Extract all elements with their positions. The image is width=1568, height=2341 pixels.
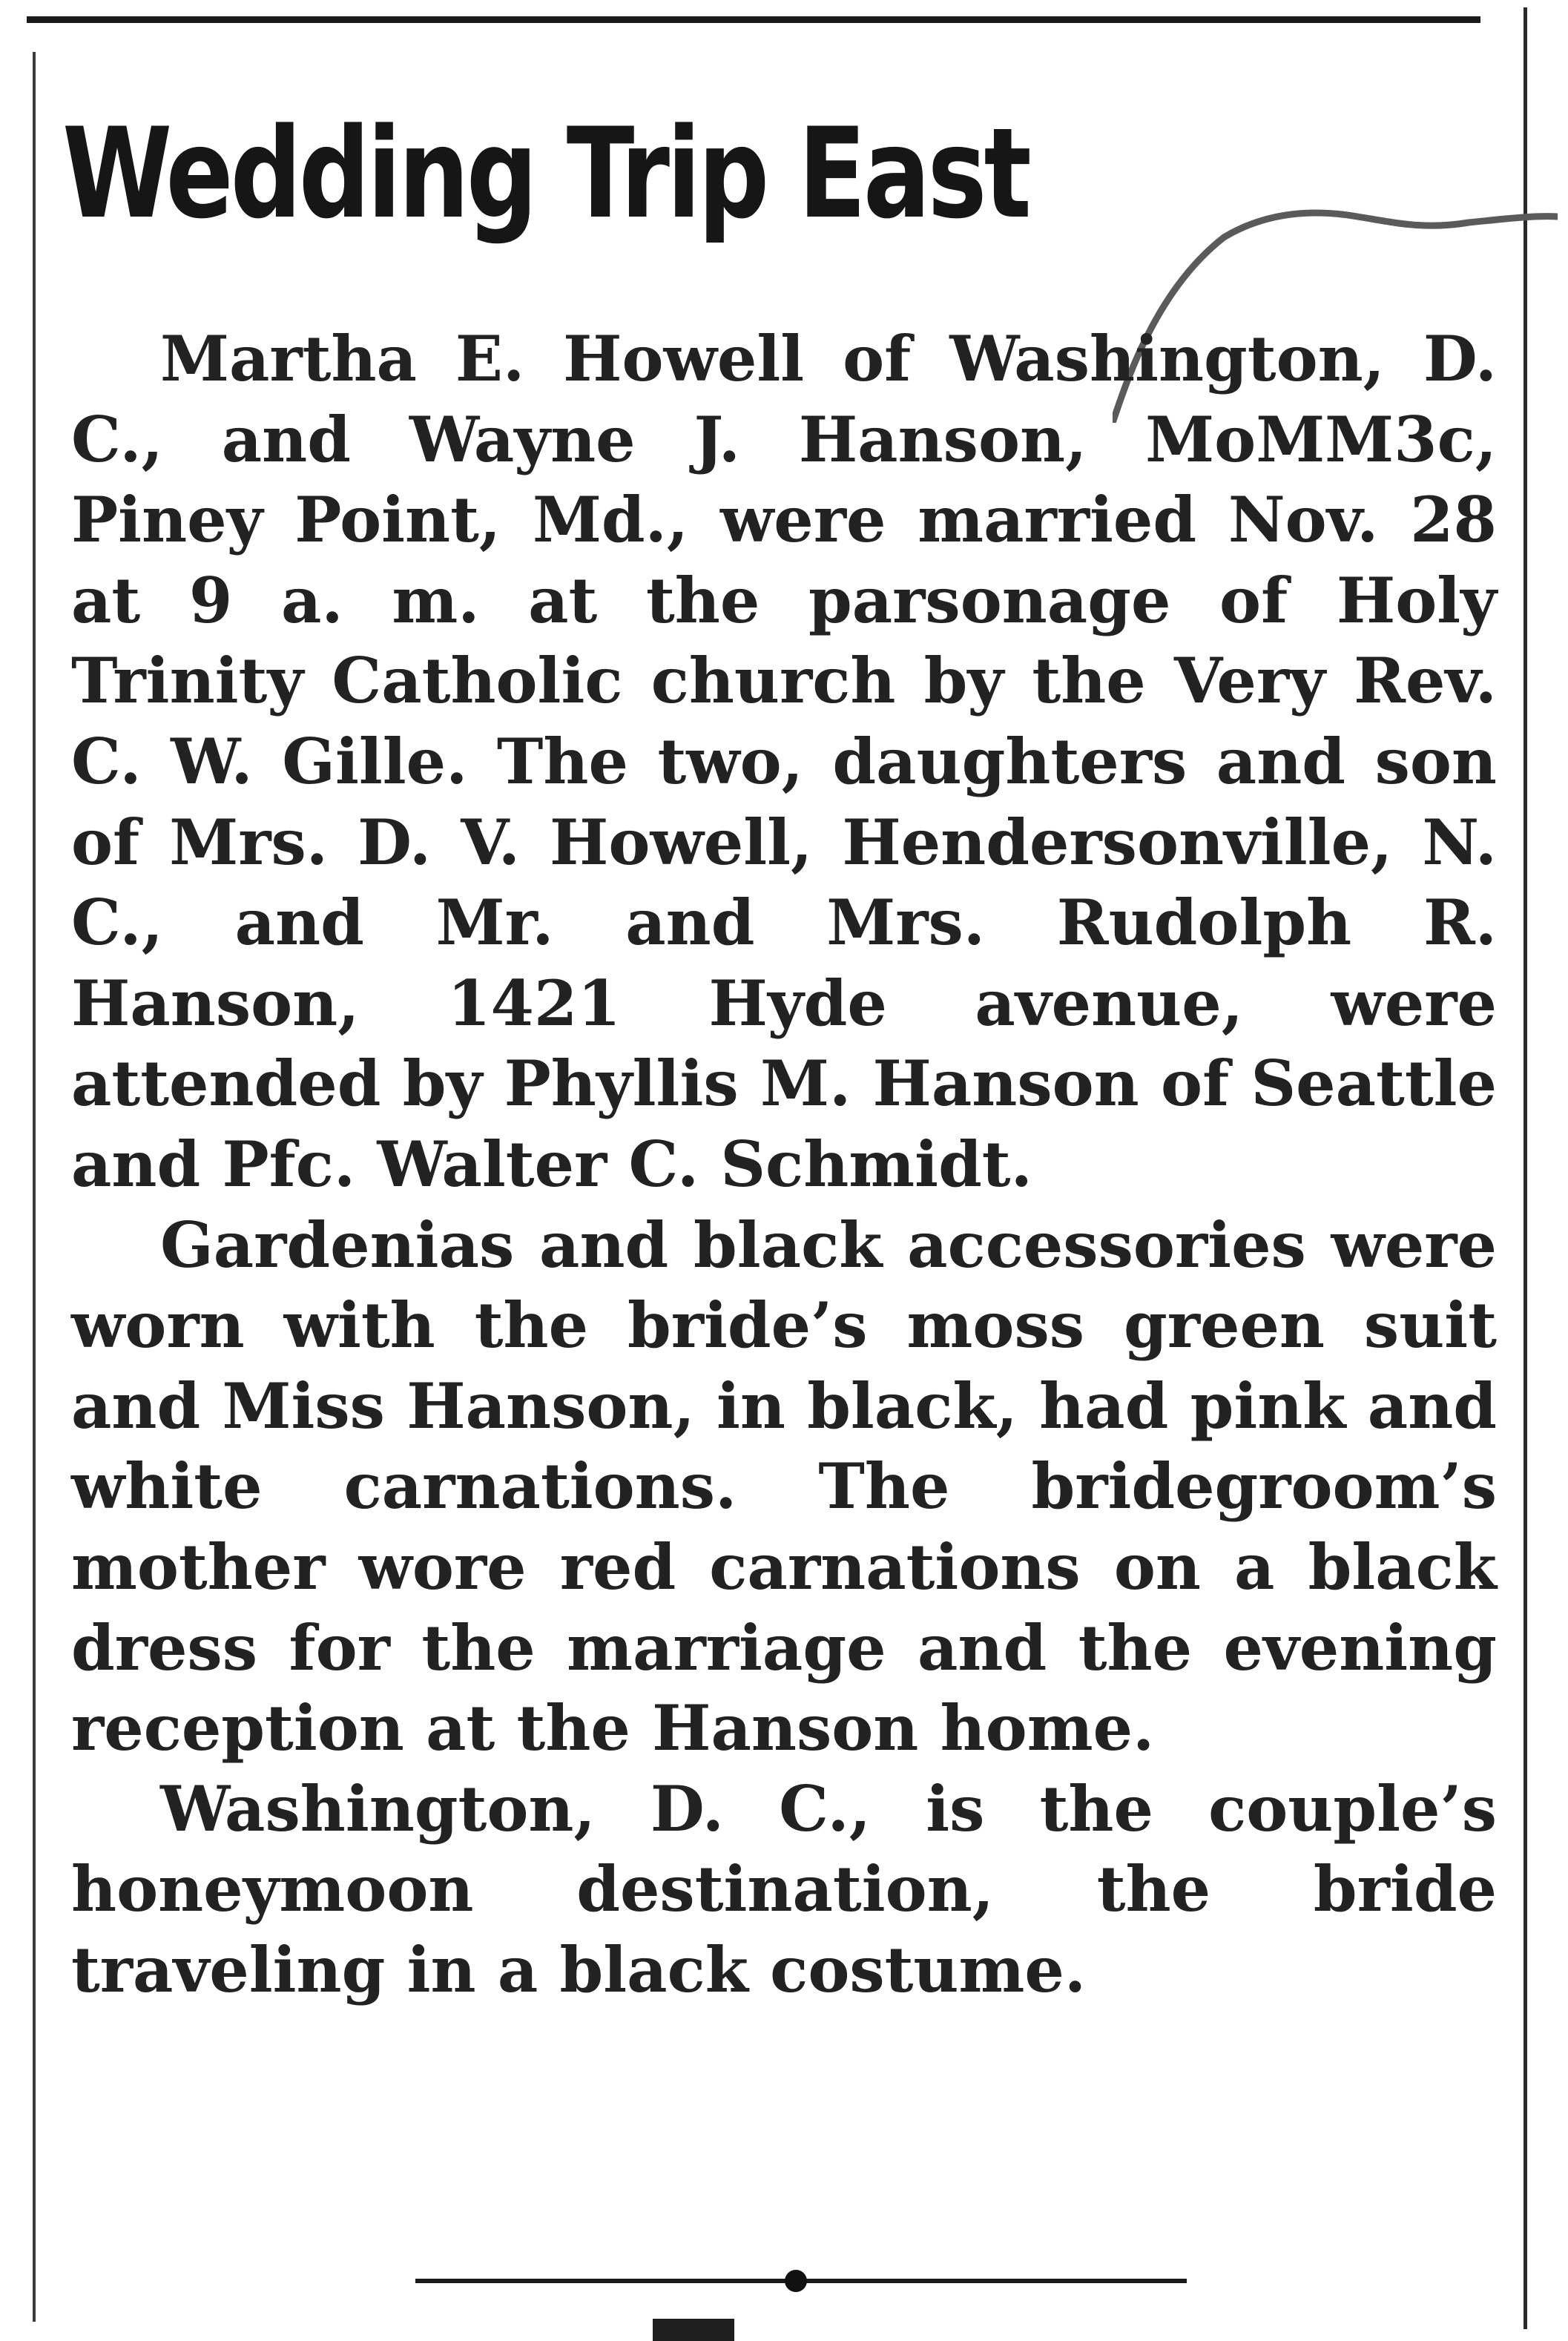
article-paragraph: Washington, D. C., is the couple’s honeymoon destination, the bride traveling in a black costume. bbox=[71, 1771, 1497, 2006]
top-column-rule bbox=[27, 16, 1480, 23]
article-paragraph: Gardenias and black accessories were worn with the bride’s moss green suit and Miss Hanson, in black, had pink and white carnations. The bridegroom’s mother wore red carnations on a black dress for the marriage and the evening reception at the Hanson home. bbox=[71, 1208, 1497, 1765]
article-headline: Wedding Trip East bbox=[62, 101, 1029, 246]
divider-ornament bbox=[785, 2270, 807, 2292]
article-body bbox=[71, 319, 1497, 2010]
article-paragraph: Martha E. Howell of Washington, D. C., and Wayne J. Hanson, MoMM3c, Piney Point, Md., were married Nov. 28 at 9 a. m. at the parsonage of Holy Trinity Catholic church by the Very Rev. C. W. Gille. The two, daughters and son of Mrs. D. V. Howell, Hendersonville, N. C., and Mr. and Mrs. Rudolph R. Hanson, 1421 Hyde avenue, were attended by Phyllis M. Hanson of Seattle and Pfc. Walter C. Schmidt. bbox=[71, 322, 1497, 1201]
next-article-cutoff bbox=[653, 2319, 734, 2341]
left-column-rule bbox=[33, 52, 36, 2322]
